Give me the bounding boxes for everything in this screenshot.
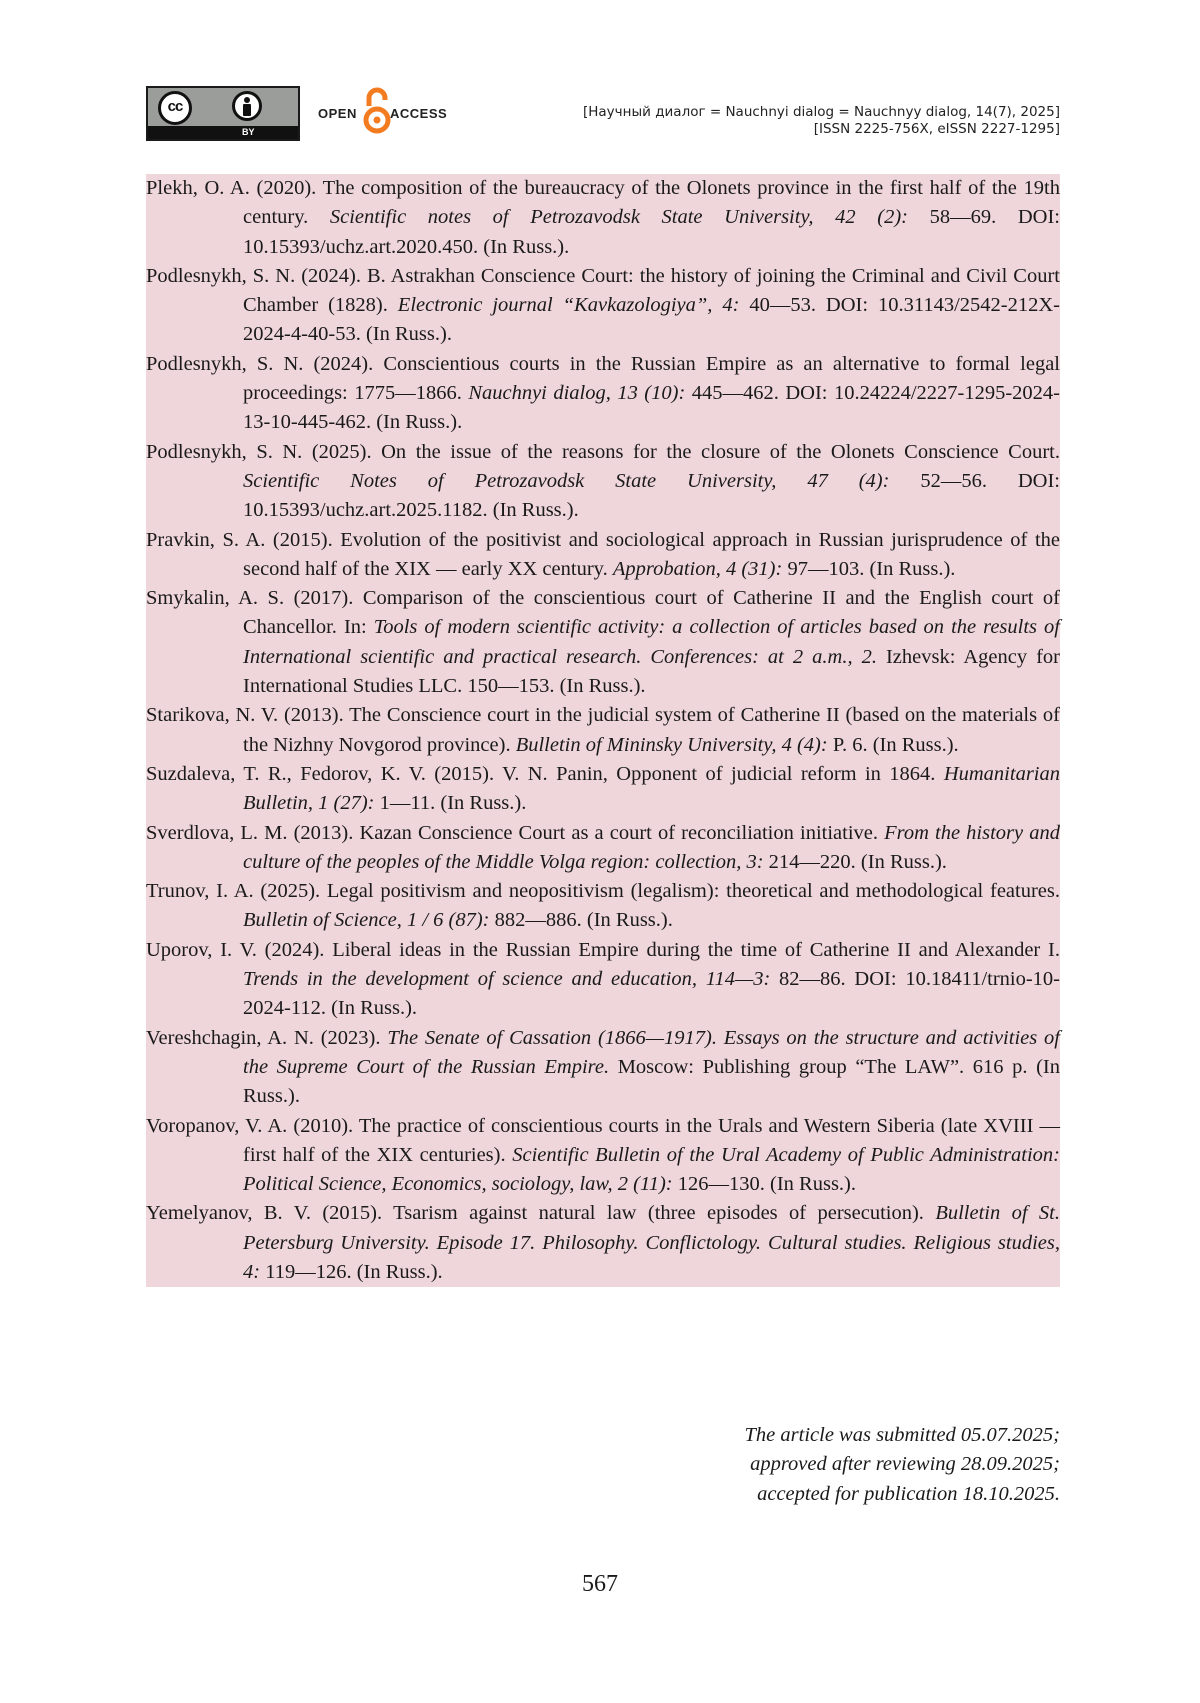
page-header [146,86,1060,142]
reference-source: From the history and culture of the peoples of the Middle Volga region: collection, 3: [243,821,1060,873]
cc-by-license-badge [146,86,300,141]
reference-source: Scientific Notes of Petrozavodsk State University, 47 (4): [243,469,890,492]
reference-authors-title: Podlesnykh, S. N. (2024). B. Astrakhan Conscience Court: the history of joining the Criminal and Civil Court Chamber (1828). [146,264,1060,317]
reference-pages-doi: 214—220. (In Russ.). [763,850,947,873]
reference-pages-doi: Izhevsk: Agency for International Studies LLC. 150—153. (In Russ.). [243,645,1060,698]
reference-source: Scientific Bulletin of the Ural Academy of Public Administration: Political Science, Economics, sociology, law, 2 (11): [243,1143,1060,1196]
reference-authors-title: Starikova, N. V. (2013). The Conscience court in the judicial system of Catherine II (based on the materials of the Nizhny Novgorod province). [146,704,1060,756]
reference-entry [146,760,1060,819]
reference-list [146,174,1060,1287]
reference-entry [146,877,1060,936]
reference-authors-title: Pravkin, S. A. (2015). Evolution of the positivist and sociological approach in Russian jurisprudence of the second half of the XIX — early XX century. [146,528,1060,580]
reference-pages-doi: P. 6. (In Russ.). [827,733,959,756]
open-access-access-text: ACCESS [390,106,448,121]
reference-pages-doi: 445—462. DOI: 10.24224/2227-1295-2024-13-10-445-462. (In Russ.). [243,382,1060,434]
submitted-date: The article was submitted 05.07.2025; [744,1424,1060,1446]
journal-line: [Научный диалог = Nauchnyi dialog = Nauchnyy dialog, 14(7), 2025] [582,104,1060,120]
reference-authors-title: Trunov, I. A. (2025). Legal positivism and neopositivism (legalism): theoretical and methodological features. [146,880,1060,903]
reference-pages-doi: 40—53. DOI: 10.31143/2542-212X-2024-4-40-53. (In Russ.). [243,294,1061,346]
reference-authors-title: Vereshchagin, A. N. (2023). [146,1026,388,1049]
reference-entry [146,936,1060,1024]
reference-entry [146,1024,1060,1112]
reference-pages-doi: 1—11. (In Russ.). [374,792,527,815]
open-access-open-text: OPEN [318,106,357,121]
reference-source: Trends in the development of science and education, 114—3: [243,968,771,991]
open-access-logo [318,86,468,136]
reference-entry [146,1199,1060,1287]
reference-entry [146,262,1060,350]
reference-pages-doi: 882—886. (In Russ.). [489,909,673,932]
creative-commons-icon: cc [158,91,192,125]
journal-citation-info [583,104,1060,138]
reference-source: Electronic journal “Kavkazologiya”, 4: [397,294,740,317]
reference-authors-title: Podlesnykh, S. N. (2024). Conscientious courts in the Russian Empire as an alternative to formal legal proceedings: 1775—1866. [146,352,1060,405]
reference-entry [146,584,1060,701]
reference-pages-doi: 119—126. (In Russ.). [260,1260,443,1283]
reference-entry [146,526,1060,585]
reference-pages-doi: Moscow: Publishing group “The LAW”. 616 p. (In Russ.). [243,1055,1060,1108]
open-access-lock-icon [362,86,392,136]
submission-dates [745,1421,1060,1509]
reference-source: Approbation, 4 (31): [612,557,783,580]
reference-authors-title: Smykalin, A. S. (2017). Comparison of the conscientious court of Catherine II and the English court of Chancellor. In: [146,587,1060,639]
accepted-date: accepted for publication 18.10.2025. [757,1482,1060,1505]
reference-pages-doi: 58—69. DOI: 10.15393/uchz.art.2020.450. (In Russ.). [243,206,1060,258]
reference-entry [146,350,1060,438]
reference-authors-title: Suzdaleva, T. R., Fedorov, K. V. (2015). V. N. Panin, Opponent of judicial reform in 1864. [146,762,944,785]
reference-entry [146,1112,1060,1200]
reference-entry [146,701,1060,760]
reference-source: Scientific notes of Petrozavodsk State University, 42 (2): [329,206,908,229]
reference-source: The Senate of Cassation (1866—1917). Essays on the structure and activities of the Supreme Court of the Russian Empire. [243,1026,1060,1078]
reference-authors-title: Sverdlova, L. M. (2013). Kazan Conscience Court as a court of reconciliation initiative. [146,821,885,844]
reference-pages-doi: 82—86. DOI: 10.18411/trnio-10-2024-112. (In Russ.). [243,968,1061,1020]
reference-source: Tools of modern scientific activity: a collection of articles based on the results of International scientific and practical research. Conferences: at 2 a.m., 2. [243,616,1060,668]
reference-entry [146,438,1060,526]
reference-authors-title: Podlesnykh, S. N. (2025). On the issue of the reasons for the closure of the Olonets Conscience Court. [146,440,1060,463]
reference-pages-doi: 52—56. DOI: 10.15393/uchz.art.2025.1182. (In Russ.). [243,469,1060,522]
reference-authors-title: Voropanov, V. A. (2010). The practice of conscientious courts in the Urals and Western Siberia (late XVIII — first half of the XIX centuries). [146,1114,1060,1166]
reference-authors-title: Plekh, O. A. (2020). The composition of the bureaucracy of the Olonets province in the first half of the 19th century. [146,177,1060,229]
reference-source: Bulletin of Science, 1 / 6 (87): [243,909,490,932]
reference-source: Bulletin of St. Petersburg University. Episode 17. Philosophy. Conflictology. Cultural studies. Religious studies, 4: [243,1202,1060,1283]
reference-source: Humanitarian Bulletin, 1 (27): [243,762,1060,815]
issn-line: [ISSN 2225-756X, eISSN 2227-1295] [813,121,1060,137]
reference-source: Nauchnyi dialog, 13 (10): [468,382,686,405]
reference-pages-doi: 126—130. (In Russ.). [672,1173,856,1196]
page-number: 567 [582,1571,618,1597]
reference-entry [146,174,1060,262]
reference-authors-title: Yemelyanov, B. V. (2015). Tsarism against natural law (three episodes of persecution). [146,1202,936,1225]
reference-pages-doi: 97—103. (In Russ.). [782,557,956,580]
reference-source: Bulletin of Mininsky University, 4 (4): [515,733,828,756]
license-by-label: BY [242,127,255,137]
reference-authors-title: Uporov, I. V. (2024). Liberal ideas in the Russian Empire during the time of Catherine II and Alexander I. [146,938,1060,961]
attribution-person-icon [232,91,262,121]
reference-entry [146,819,1060,878]
approved-date: approved after reviewing 28.09.2025; [750,1453,1060,1476]
